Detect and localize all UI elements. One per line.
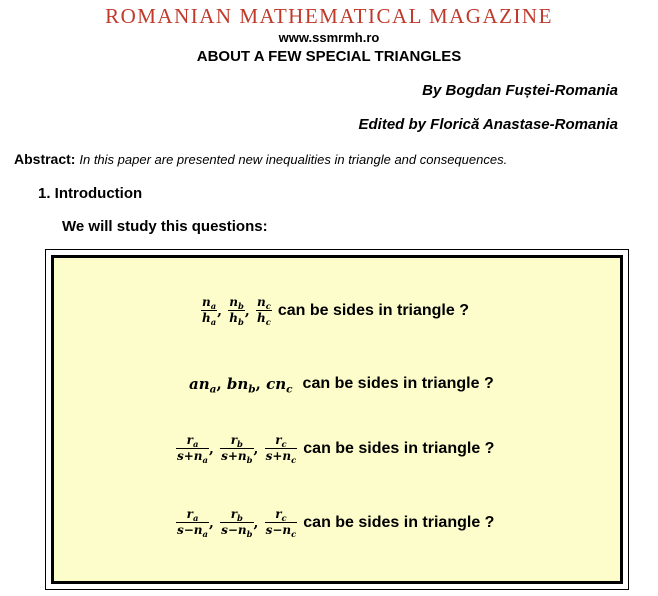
section-heading: 1. Introduction (38, 185, 143, 202)
author-line: By Bogdan Fuștei-Romania (422, 82, 618, 99)
abstract-text: In this paper are presented new inequalities in triangle and consequences. (79, 152, 508, 167)
question-2 (189, 375, 494, 396)
questions-box (45, 249, 629, 590)
question-3-formula: $\frac{r_a}{s+n_a}$ , $\frac{r_b}{s+n_b}$ , $\frac{r_c}{s+n_c}$ (177, 433, 297, 466)
abstract-label: Abstract: (14, 151, 76, 167)
editor-line: Edited by Florică Anastase-Romania (358, 116, 618, 133)
question-4-formula: $\frac{r_a}{s-n_a}$ , $\frac{r_b}{s-n_b}$ , $\frac{r_c}{s-n_c}$ (177, 507, 297, 540)
question-1 (201, 295, 469, 328)
question-2-label: can be sides in triangle ? (302, 375, 494, 392)
question-4-label: can be sides in triangle ? (303, 513, 495, 531)
questions-box-inner (51, 255, 623, 584)
question-2-formula: $an_a$, $bn_b$, $cn_c$ (189, 375, 293, 396)
question-3-label: can be sides in triangle ? (303, 439, 495, 457)
question-4 (176, 507, 495, 540)
magazine-title: ROMANIAN MATHEMATICAL MAGAZINE (105, 4, 553, 28)
question-1-formula: $\frac{n_a}{h_a}$ , $\frac{n_b}{h_b}$ , $\frac{n_c}{h_c}$ (202, 295, 271, 328)
section-lead: We will study this questions: (62, 218, 268, 235)
paper-title: ABOUT A FEW SPECIAL TRIANGLES (196, 48, 462, 65)
abstract (14, 151, 507, 167)
question-1-label: can be sides in triangle ? (277, 301, 469, 319)
question-3 (176, 433, 495, 466)
magazine-website[interactable]: www.ssmrmh.ro (278, 30, 380, 45)
